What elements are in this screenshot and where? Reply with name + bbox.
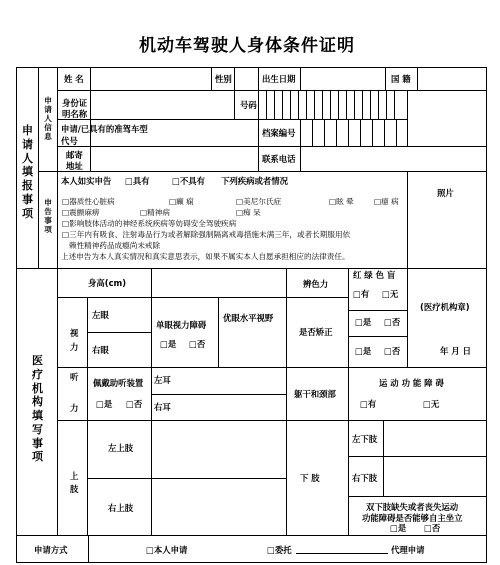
name-label: 姓 名 (64, 74, 84, 84)
motor-no-checkbox[interactable]: □无 (423, 399, 440, 409)
id-number-field[interactable] (259, 91, 406, 119)
height-label: 身高(cm) (88, 278, 127, 288)
disease-meniere-checkbox[interactable]: □美尼尔氏症 (236, 197, 282, 206)
mono-yes-checkbox[interactable]: □是 (160, 339, 177, 349)
colorblind-no-checkbox[interactable]: □无 (382, 289, 399, 299)
corrected-label: 是否矫正 (299, 327, 333, 337)
hearing-label-1: 听 (70, 372, 79, 382)
right-corrected-yes-checkbox[interactable]: □是 (355, 346, 372, 356)
mono-impair-label: 单眼视力障碍 (156, 320, 207, 330)
left-corrected-no-checkbox[interactable]: □否 (384, 317, 401, 327)
hearing-aid-no-checkbox[interactable]: □否 (126, 399, 143, 409)
colorblind-yes-checkbox[interactable]: □有 (353, 289, 370, 299)
phone-field[interactable] (301, 147, 487, 171)
declare-no-checkbox[interactable]: □不具有 (172, 176, 206, 186)
id-number-label: 号码 (240, 100, 257, 110)
hearing-label-2: 力 (70, 403, 79, 413)
color-vision-label: 辨色力 (303, 279, 329, 289)
archive-no-field[interactable] (301, 120, 407, 146)
upper-limb-label: 上肢 (70, 471, 79, 494)
disease-parkinson-checkbox[interactable]: □震颤麻痹 (62, 208, 100, 217)
left-corrected-yes-checkbox[interactable]: □是 (355, 317, 372, 327)
excellent-eye-label: 优眼水平视野 (223, 313, 274, 323)
right-eye-label: 右眼 (92, 345, 109, 355)
self-apply-checkbox[interactable]: □本人申请 (146, 545, 188, 555)
disease-drug-continued: 赖性精神药品成瘾尚未戒除 (69, 241, 161, 250)
declare-yes-checkbox[interactable]: □具有 (125, 176, 150, 186)
disease-heart-checkbox[interactable]: □器质性心脏病 (62, 197, 115, 206)
disease-drug-checkbox[interactable]: □三年内有吸食、注射毒品行为或者解除强制隔离戒毒措施未满三年，或者长期服用依 (62, 230, 351, 239)
disease-vertigo-checkbox[interactable]: □眩 晕 (329, 197, 354, 206)
birth-label: 出生日期 (262, 74, 296, 84)
seal-date: 年 月 日 (440, 346, 471, 356)
vehicle-type-label: 申请/已具有的准驾车型代号 (61, 124, 148, 146)
left-upper-label: 左上肢 (108, 443, 134, 453)
apply-method-label: 申请方式 (34, 545, 68, 555)
sit-yes-checkbox[interactable]: □是 (390, 523, 407, 533)
height-field[interactable] (152, 269, 286, 297)
red-green-label: 红 绿 色 盲 (353, 270, 396, 280)
disease-hysteria-checkbox[interactable]: □癔 病 (374, 197, 399, 206)
left-lower-label: 左下肢 (352, 434, 378, 444)
gender-label: 性别 (215, 74, 232, 84)
nationality-field[interactable] (418, 68, 486, 90)
medical-section-label: 医疗机构填写事项 (32, 354, 43, 464)
birth-field[interactable] (301, 68, 385, 90)
nationality-label: 国 籍 (391, 74, 411, 84)
phone-label: 联系电话 (262, 154, 296, 164)
id-name-field[interactable] (91, 91, 234, 119)
hearing-aid-label: 佩戴助听装置 (93, 378, 144, 388)
vehicle-type-field[interactable] (154, 120, 258, 146)
form-title: 机动车驾驶人身体条件证明 (139, 36, 355, 56)
visual-field-input[interactable] (219, 328, 286, 366)
applicant-info-label: 申请人信息 (44, 96, 52, 142)
address-field[interactable] (91, 147, 258, 171)
entrust-checkbox[interactable]: □委托 (267, 545, 292, 555)
right-corrected-no-checkbox[interactable]: □否 (384, 346, 401, 356)
gender-field[interactable] (235, 68, 258, 90)
disease-dementia-checkbox[interactable]: □痴 呆 (236, 208, 261, 217)
archive-no-label: 档案编号 (262, 128, 296, 138)
id-name-label: 身份证明名称 (62, 98, 88, 119)
declare-tail: 下列疾病或者情况 (221, 176, 288, 186)
disease-epilepsy-checkbox[interactable]: □癫 痫 (169, 197, 194, 206)
hearing-aid-yes-checkbox[interactable]: □是 (96, 399, 113, 409)
applicant-section-label: 申请人填报事项 (22, 124, 33, 220)
vision-label: 视力 (70, 328, 79, 353)
declaration-statement: 上述申告为本人真实情况和真实意思表示，如果不属实本人自愿承担相应的法律责任。 (61, 252, 350, 261)
disease-psychosis-checkbox[interactable]: □精神病 (140, 208, 170, 217)
declare-head: 本人如实申告 (61, 176, 112, 186)
photo-area[interactable] (408, 172, 486, 268)
left-ear-label: 左耳 (154, 375, 171, 385)
address-label: 邮寄地址 (66, 150, 83, 171)
motor-impair-label: 运 动 功 能 障 碍 (379, 378, 444, 388)
declaration-label: 申告事项 (44, 198, 52, 235)
disease-neuro-checkbox[interactable]: □影响肢体活动的神经系统疾病等妨碍安全驾驶疾病 (62, 219, 237, 228)
mono-no-checkbox[interactable]: □否 (189, 339, 206, 349)
trunk-neck-label: 躯干和颈部 (294, 389, 336, 399)
name-field[interactable] (91, 68, 211, 90)
photo-label: 照片 (437, 188, 454, 198)
right-lower-label: 右下肢 (352, 473, 378, 483)
both-lower-label-1: 双下肢缺失或者丧失运动 (366, 502, 459, 512)
sit-no-checkbox[interactable]: □否 (424, 523, 441, 533)
lower-limb-label: 下 肢 (300, 473, 320, 483)
motor-yes-checkbox[interactable]: □有 (360, 399, 377, 409)
right-upper-label: 右上肢 (108, 503, 134, 513)
left-eye-label: 左眼 (92, 310, 109, 320)
agent-apply-label: 代理申请 (391, 545, 425, 555)
hospital-seal-label: (医疗机构章) (420, 302, 470, 312)
right-ear-label: 右耳 (154, 402, 171, 412)
both-lower-label-2: 功能障碍是否能够自主坐立 (362, 513, 463, 523)
